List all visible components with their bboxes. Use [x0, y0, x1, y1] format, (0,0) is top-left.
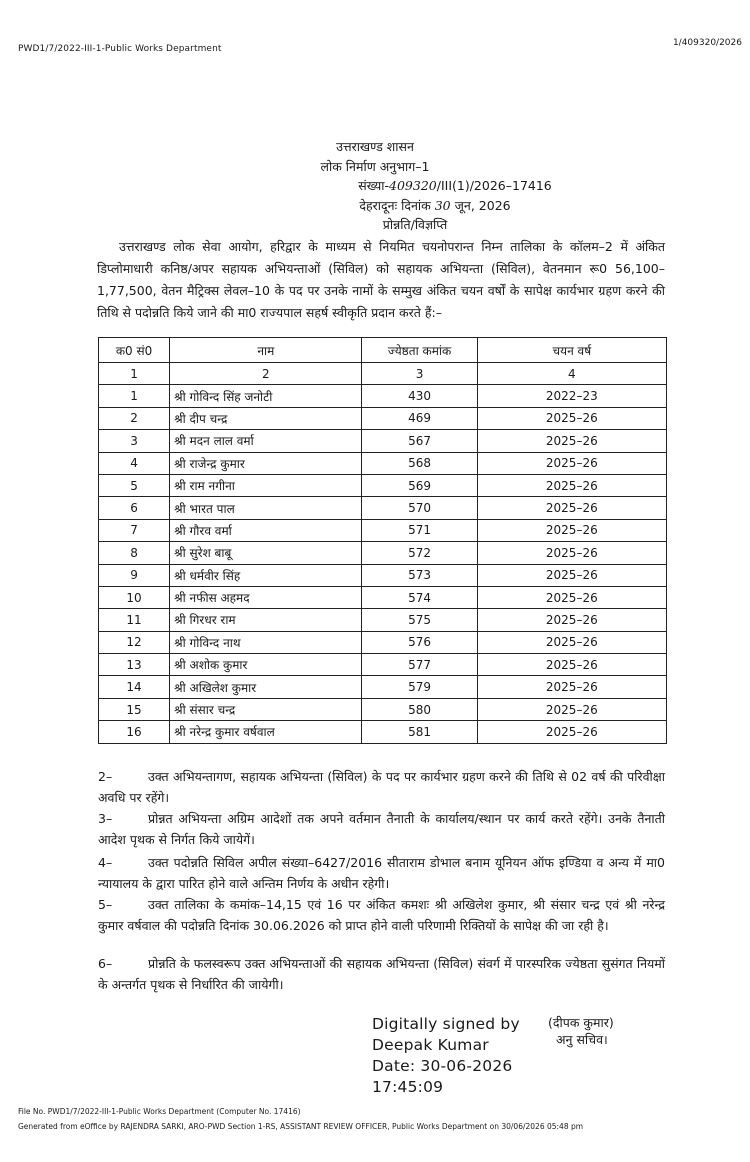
signature-line-3: Date: 30-06-2026: [372, 1057, 513, 1075]
paragraph-text: उक्त अभियन्तागण, सहायक अभियन्ता (सिविल) के पद पर कार्यभार ग्रहण करने की तिथि से 02 वर्ष की परिवीक्षा अवधि पर रहेंगे।: [98, 769, 665, 805]
cell-year: 2025–26: [477, 609, 666, 631]
intro-text: उत्तराखण्ड लोक सेवा आयोग, हरिद्वार के माध्यम से नियमित चयनोपरान्त निम्न तालिका के कॉलम–2 में अंकित डिप्लोमाधारी कनिष्ठ/अपर सहायक अभियन्ताओं (सिविल) को सहायक अभियन्ता (सिविल), वेतनमान रू0 56,100–1,77,500, वेतन मैट्रिक्स लेवल–10 के पद पर उनके नामों के सम्मुख अंकित चयन वर्षों के सापेक्ष कार्यभार ग्रहण करने की तिथि से पदोन्नति किये जाने की मा0 राज्यपाल सहर्ष स्वीकृति प्रदान करते हैं:–: [97, 239, 665, 320]
footer-file-line: File No. PWD1/7/2022-III-1-Public Works Department (Computer No. 17416): [18, 1107, 301, 1116]
paragraph-number: 5–: [98, 897, 113, 912]
cell-year: 2025–26: [477, 407, 666, 429]
cell-seniority: 580: [362, 698, 477, 720]
cell-sno: 1: [99, 385, 170, 407]
table-row: [99, 564, 667, 586]
cell-sno: 2: [99, 407, 170, 429]
cell-sno: 3: [99, 430, 170, 452]
cell-seniority: 569: [362, 474, 477, 496]
signature-line-4: 17:45:09: [372, 1078, 444, 1096]
paragraph-number: 3–: [98, 811, 113, 826]
paragraph-number: 4–: [98, 855, 113, 870]
cell-sno: 8: [99, 542, 170, 564]
table-header-row: [99, 338, 667, 363]
header-seniority: ज्येष्ठता कमांक: [362, 338, 477, 363]
number-handwritten: 409320: [389, 178, 437, 193]
cell-name: श्री धर्मवीर सिंह: [170, 564, 362, 586]
government-heading: उत्तराखण्ड शासन: [336, 139, 414, 154]
colnum-3: 3: [362, 363, 477, 385]
paragraph-text: उक्त पदोन्नति सिविल अपील संख्या–6427/2016 सीताराम डोभाल बनाम यूनियन ऑफ इण्डिया व अन्य में मा0 न्यायालय के द्वारा पारित होने वाले अन्तिम निर्णय के अधीन रहेगी।: [98, 855, 665, 891]
table-row: [99, 474, 667, 496]
cell-year: 2025–26: [477, 676, 666, 698]
cell-year: 2022–23: [477, 385, 666, 407]
paragraph-4: [98, 852, 665, 894]
cell-seniority: 572: [362, 542, 477, 564]
number-label: संख्या-: [358, 178, 390, 193]
promotion-table: [98, 337, 667, 744]
header-sno: क0 सं0: [99, 338, 170, 363]
cell-year: 2025–26: [477, 497, 666, 519]
cell-seniority: 579: [362, 676, 477, 698]
table-row: [99, 586, 667, 608]
cell-sno: 12: [99, 631, 170, 653]
cell-name: श्री मदन लाल वर्मा: [170, 430, 362, 452]
cell-name: श्री गौरव वर्मा: [170, 519, 362, 541]
letter-number: [80, 177, 750, 194]
cell-name: श्री नफीस अहमद: [170, 586, 362, 608]
cell-seniority: 577: [362, 654, 477, 676]
intro-paragraph: [97, 236, 665, 324]
cell-year: 2025–26: [477, 631, 666, 653]
table-row: [99, 452, 667, 474]
cell-name: श्री नरेन्द्र कुमार वर्षवाल: [170, 721, 362, 743]
cell-year: 2025–26: [477, 698, 666, 720]
cell-name: श्री संसार चन्द्र: [170, 698, 362, 720]
cell-sno: 10: [99, 586, 170, 608]
cell-sno: 5: [99, 474, 170, 496]
cell-year: 2025–26: [477, 430, 666, 452]
paragraph-text: प्रोन्नति के फलस्वरूप उक्त अभियन्ताओं की सहायक अभियन्ता (सिविल) संवर्ग में पारस्परिक ज्येष्ठता सुसंगत नियमों के अन्तर्गत पृथक से निर्धारित की जायेगी।: [98, 956, 665, 992]
cell-seniority: 575: [362, 609, 477, 631]
table-colnum-row: [99, 363, 667, 385]
file-reference: PWD1/7/2022-III-1-Public Works Department: [18, 44, 222, 54]
cell-sno: 7: [99, 519, 170, 541]
date-handwritten: 30: [434, 198, 451, 213]
cell-sno: 13: [99, 654, 170, 676]
table-row: [99, 654, 667, 676]
cell-name: श्री राजेन्द्र कुमार: [170, 452, 362, 474]
table-row: [99, 721, 667, 743]
cell-sno: 9: [99, 564, 170, 586]
table-row: [99, 497, 667, 519]
paragraph-6: [98, 953, 665, 995]
cell-seniority: 469: [362, 407, 477, 429]
cell-seniority: 574: [362, 586, 477, 608]
subject-line: प्रोन्नति/विज्ञप्ति: [382, 217, 448, 232]
cell-seniority: 430: [362, 385, 477, 407]
cell-seniority: 570: [362, 497, 477, 519]
colnum-2: 2: [170, 363, 362, 385]
table-row: [99, 385, 667, 407]
cell-name: श्री गिरधर राम: [170, 609, 362, 631]
cell-year: 2025–26: [477, 586, 666, 608]
cell-seniority: 567: [362, 430, 477, 452]
cell-name: श्री अखिलेश कुमार: [170, 676, 362, 698]
cell-seniority: 568: [362, 452, 477, 474]
cell-name: श्री अशोक कुमार: [170, 654, 362, 676]
table-row: [99, 430, 667, 452]
cell-year: 2025–26: [477, 654, 666, 676]
date-suffix: जून, 2026: [454, 198, 511, 213]
cell-name: श्री दीप चन्द्र: [170, 407, 362, 429]
cell-name: श्री भारत पाल: [170, 497, 362, 519]
cell-year: 2025–26: [477, 542, 666, 564]
document-number: 1/409320/2026: [672, 38, 742, 48]
digital-signature: [372, 1014, 520, 1098]
cell-sno: 11: [99, 609, 170, 631]
date-prefix: देहरादूनः दिनांक: [359, 198, 431, 213]
officer-designation: अनु सचिव।: [556, 1032, 608, 1047]
paragraph-number: 2–: [98, 769, 113, 784]
paragraph-2: [98, 766, 665, 808]
cell-year: 2025–26: [477, 519, 666, 541]
footer-generated-line: Generated from eOffice by RAJENDRA SARKI, ARO-PWD Section 1-RS, ASSISTANT REVIEW OFFICER, Public Works Department on 30/06/2026 05:48 pm: [18, 1122, 584, 1131]
paragraph-text: प्रोन्नत अभियन्ता अग्रिम आदेशों तक अपने वर्तमान तैनाती के कार्यालय/स्थान पर कार्य करते रहेंगे। उनके तैनाती आदेश पृथक से निर्गत किये जायेगें।: [98, 811, 665, 847]
cell-name: श्री गोविन्द सिंह जनोटी: [170, 385, 362, 407]
cell-name: श्री राम नगीना: [170, 474, 362, 496]
table-row: [99, 676, 667, 698]
cell-year: 2025–26: [477, 721, 666, 743]
officer-block: [548, 1014, 614, 1048]
cell-seniority: 576: [362, 631, 477, 653]
officer-name: (दीपक कुमार): [548, 1015, 614, 1030]
table-row: [99, 519, 667, 541]
cell-seniority: 581: [362, 721, 477, 743]
colnum-4: 4: [477, 363, 666, 385]
cell-sno: 6: [99, 497, 170, 519]
table-row: [99, 609, 667, 631]
cell-seniority: 571: [362, 519, 477, 541]
paragraph-number: 6–: [98, 956, 113, 971]
cell-sno: 15: [99, 698, 170, 720]
cell-year: 2025–26: [477, 564, 666, 586]
cell-name: श्री गोविन्द नाथ: [170, 631, 362, 653]
cell-sno: 14: [99, 676, 170, 698]
table-row: [99, 631, 667, 653]
header-name: नाम: [170, 338, 362, 363]
cell-sno: 16: [99, 721, 170, 743]
signature-line-2: Deepak Kumar: [372, 1036, 489, 1054]
paragraph-text: उक्त तालिका के कमांक–14,15 एवं 16 पर अंकित कमशः श्री अखिलेश कुमार, श्री संसार चन्द्र एवं श्री नरेन्द्र कुमार वर्षवाल की पदोन्नति दिनांक 30.06.2026 को प्राप्त होने वाली परिणामी रिक्तियों के सापेक्ष की जा रही है।: [98, 897, 665, 933]
letter-date: [60, 197, 750, 214]
header-year: चयन वर्ष: [477, 338, 666, 363]
colnum-1: 1: [99, 363, 170, 385]
number-rest: /III(1)/2026–17416: [436, 178, 552, 193]
table-row: [99, 542, 667, 564]
cell-seniority: 573: [362, 564, 477, 586]
cell-year: 2025–26: [477, 474, 666, 496]
table-row: [99, 407, 667, 429]
cell-name: श्री सुरेश बाबू: [170, 542, 362, 564]
paragraph-3: [98, 808, 665, 850]
signature-line-1: Digitally signed by: [372, 1015, 520, 1033]
cell-sno: 4: [99, 452, 170, 474]
paragraph-5: [98, 894, 665, 936]
cell-year: 2025–26: [477, 452, 666, 474]
section-heading: लोक निर्माण अनुभाग–1: [320, 159, 430, 174]
table-row: [99, 698, 667, 720]
